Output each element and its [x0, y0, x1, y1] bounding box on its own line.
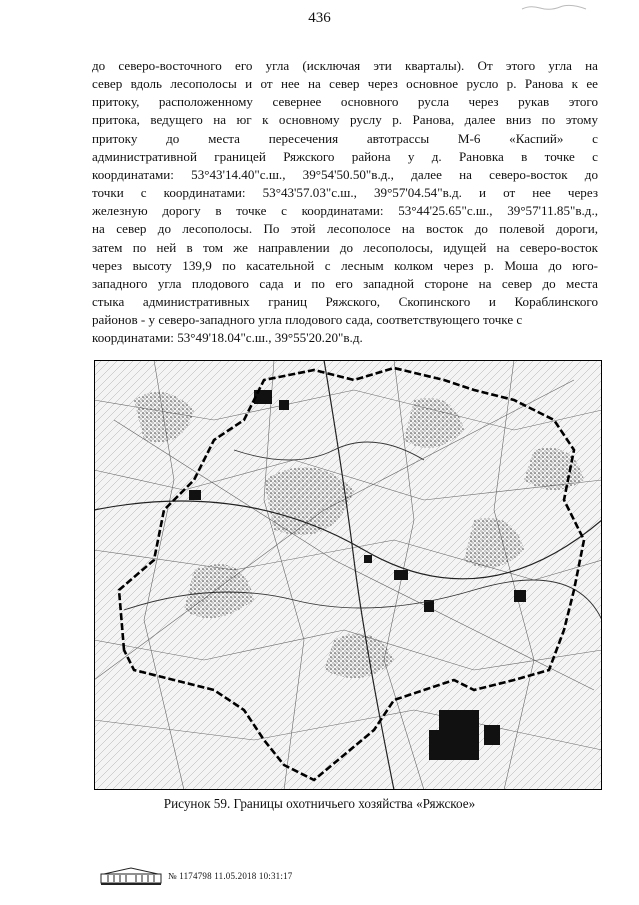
scan-artifact	[520, 3, 590, 13]
body-line: железную дорогу в точке с координатами: 53°44'25.65"с.ш., 39°57'11.85"в.д.,	[92, 203, 598, 219]
body-line: притоку, расположенному севернее основного русла через рукав этого	[92, 94, 598, 110]
figure-caption: Рисунок 59. Границы охотничьего хозяйства «Ряжское»	[163, 796, 476, 811]
body-line: административной границей Ряжского района у д. Рановка в точке с	[92, 148, 598, 164]
body-line: до северо-восточного его угла (исключая эти кварталы). От этого угла на	[92, 58, 598, 73]
body-text	[92, 57, 598, 348]
body-line: притока, ведущего на юг к основному руслу р. Ранова, далее вниз по этому	[92, 112, 598, 128]
body-line: север вдоль лесополосы и от нее на север через основное русло р. Ранова к ее	[92, 76, 598, 92]
body-line: на север до лесополосы. По этой лесополосе на восток до полевой дороги,	[92, 221, 598, 237]
page-number: 436	[308, 10, 331, 26]
registration-number: № 1174798 11.05.2018 10:31:17	[168, 871, 293, 881]
body-line: через высоту 139,9 по касательной с лесным колком через р. Моша до юго-	[92, 257, 598, 273]
body-line: точки с координатами: 53°43'57.03"с.ш., 39°57'04.54"в.д. и от нее через	[92, 185, 598, 201]
body-line: западного угла плодового сада и по его западной стороне на север до места	[92, 275, 598, 291]
body-line: координатами: 53°43'14.40"с.ш., 39°54'50.50"в.д., далее на северо-восток до	[92, 166, 598, 182]
body-line: координатами: 53°49'18.04"с.ш., 39°55'20.20"в.д.	[92, 330, 363, 346]
body-line: стыка административных границ Ряжского, Скопинского и Кораблинского	[92, 294, 598, 310]
building-stamp-icon	[100, 867, 162, 885]
registration-footer	[100, 866, 292, 886]
hunting-ground-map	[94, 360, 602, 790]
body-line: притоку до места пересечения автотрассы М-6 «Каспий» с	[92, 130, 598, 146]
body-line: районов - у северо-западного угла плодового сада, соответствующего точке с	[92, 312, 523, 328]
map-graphic	[94, 360, 602, 790]
body-line: затем по ней в том же направлении до лесополосы, идущей на северо-восток	[92, 239, 598, 255]
